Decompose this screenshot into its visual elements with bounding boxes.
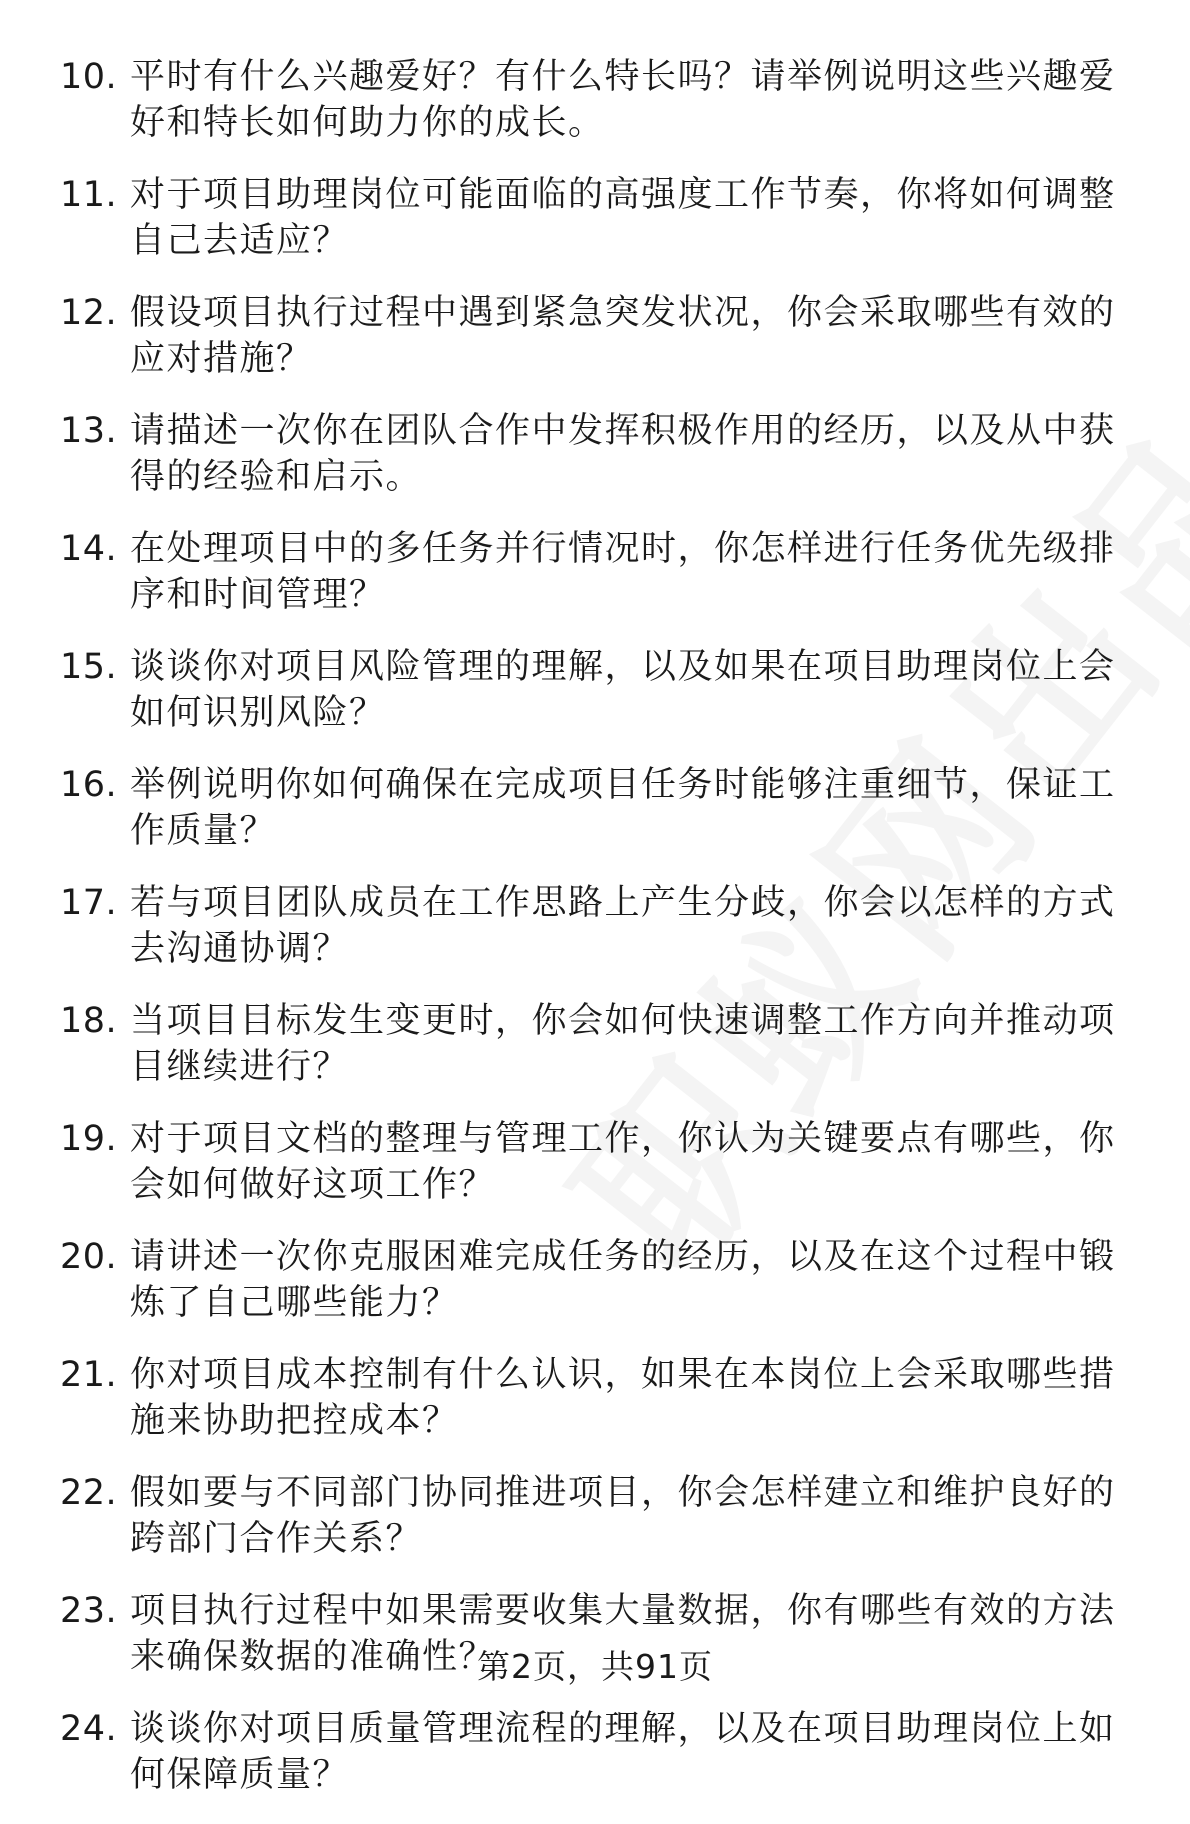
question-item	[60, 172, 1150, 264]
question-item	[60, 1234, 1150, 1326]
question-item	[60, 880, 1150, 972]
question-item	[60, 290, 1150, 382]
question-item	[60, 408, 1150, 500]
question-text: 你对项目成本控制有什么认识，如果在本岗位上会采取哪些措施来协助把控成本？	[130, 1355, 1116, 1441]
question-number: 16.	[60, 765, 118, 805]
question-text: 谈谈你对项目质量管理流程的理解，以及在项目助理岗位上如何保障质量？	[130, 1709, 1116, 1795]
question-text: 假设项目执行过程中遇到紧急突发状况，你会采取哪些有效的应对措施？	[130, 293, 1116, 379]
question-text: 对于项目文档的整理与管理工作，你认为关键要点有哪些，你会如何做好这项工作？	[130, 1119, 1116, 1205]
question-number: 11.	[60, 175, 118, 215]
question-text: 当项目目标发生变更时，你会如何快速调整工作方向并推动项目继续进行？	[130, 1001, 1116, 1087]
question-number: 23.	[60, 1591, 118, 1631]
question-number: 24.	[60, 1709, 118, 1749]
question-number: 20.	[60, 1237, 118, 1277]
question-text: 项目执行过程中如果需要收集大量数据，你有哪些有效的方法来确保数据的准确性？	[130, 1591, 1116, 1677]
question-item	[60, 1470, 1150, 1562]
question-item	[60, 1116, 1150, 1208]
question-item	[60, 998, 1150, 1090]
question-text: 对于项目助理岗位可能面临的高强度工作节奏，你将如何调整自己去适应？	[130, 175, 1116, 261]
question-list	[60, 54, 1150, 1824]
question-number: 19.	[60, 1119, 118, 1159]
question-text: 谈谈你对项目风险管理的理解，以及如果在项目助理岗位上会如何识别风险？	[130, 647, 1116, 733]
question-text: 若与项目团队成员在工作思路上产生分歧，你会以怎样的方式去沟通协调？	[130, 883, 1116, 969]
question-text: 请讲述一次你克服困难完成任务的经历，以及在这个过程中锻炼了自己哪些能力？	[130, 1237, 1116, 1323]
question-item	[60, 762, 1150, 854]
question-text: 平时有什么兴趣爱好？有什么特长吗？请举例说明这些兴趣爱好和特长如何助力你的成长。	[130, 57, 1116, 143]
question-number: 17.	[60, 883, 118, 923]
question-item	[60, 54, 1150, 146]
question-item	[60, 1352, 1150, 1444]
question-number: 21.	[60, 1355, 118, 1395]
question-item	[60, 526, 1150, 618]
question-item	[60, 644, 1150, 736]
question-number: 13.	[60, 411, 118, 451]
question-text: 假如要与不同部门协同推进项目，你会怎样建立和维护良好的跨部门合作关系？	[130, 1473, 1116, 1559]
question-item	[60, 1706, 1150, 1798]
question-number: 10.	[60, 57, 118, 97]
question-number: 22.	[60, 1473, 118, 1513]
question-number: 12.	[60, 293, 118, 333]
question-text: 请描述一次你在团队合作中发挥积极作用的经历，以及从中获得的经验和启示。	[130, 411, 1116, 497]
question-number: 18.	[60, 1001, 118, 1041]
question-number: 15.	[60, 647, 118, 687]
question-text: 举例说明你如何确保在完成项目任务时能够注重细节，保证工作质量？	[130, 765, 1116, 851]
page-footer: 第2页，共91页	[477, 1647, 713, 1686]
question-number: 14.	[60, 529, 118, 569]
question-text: 在处理项目中的多任务并行情况时，你怎样进行任务优先级排序和时间管理？	[130, 529, 1116, 615]
